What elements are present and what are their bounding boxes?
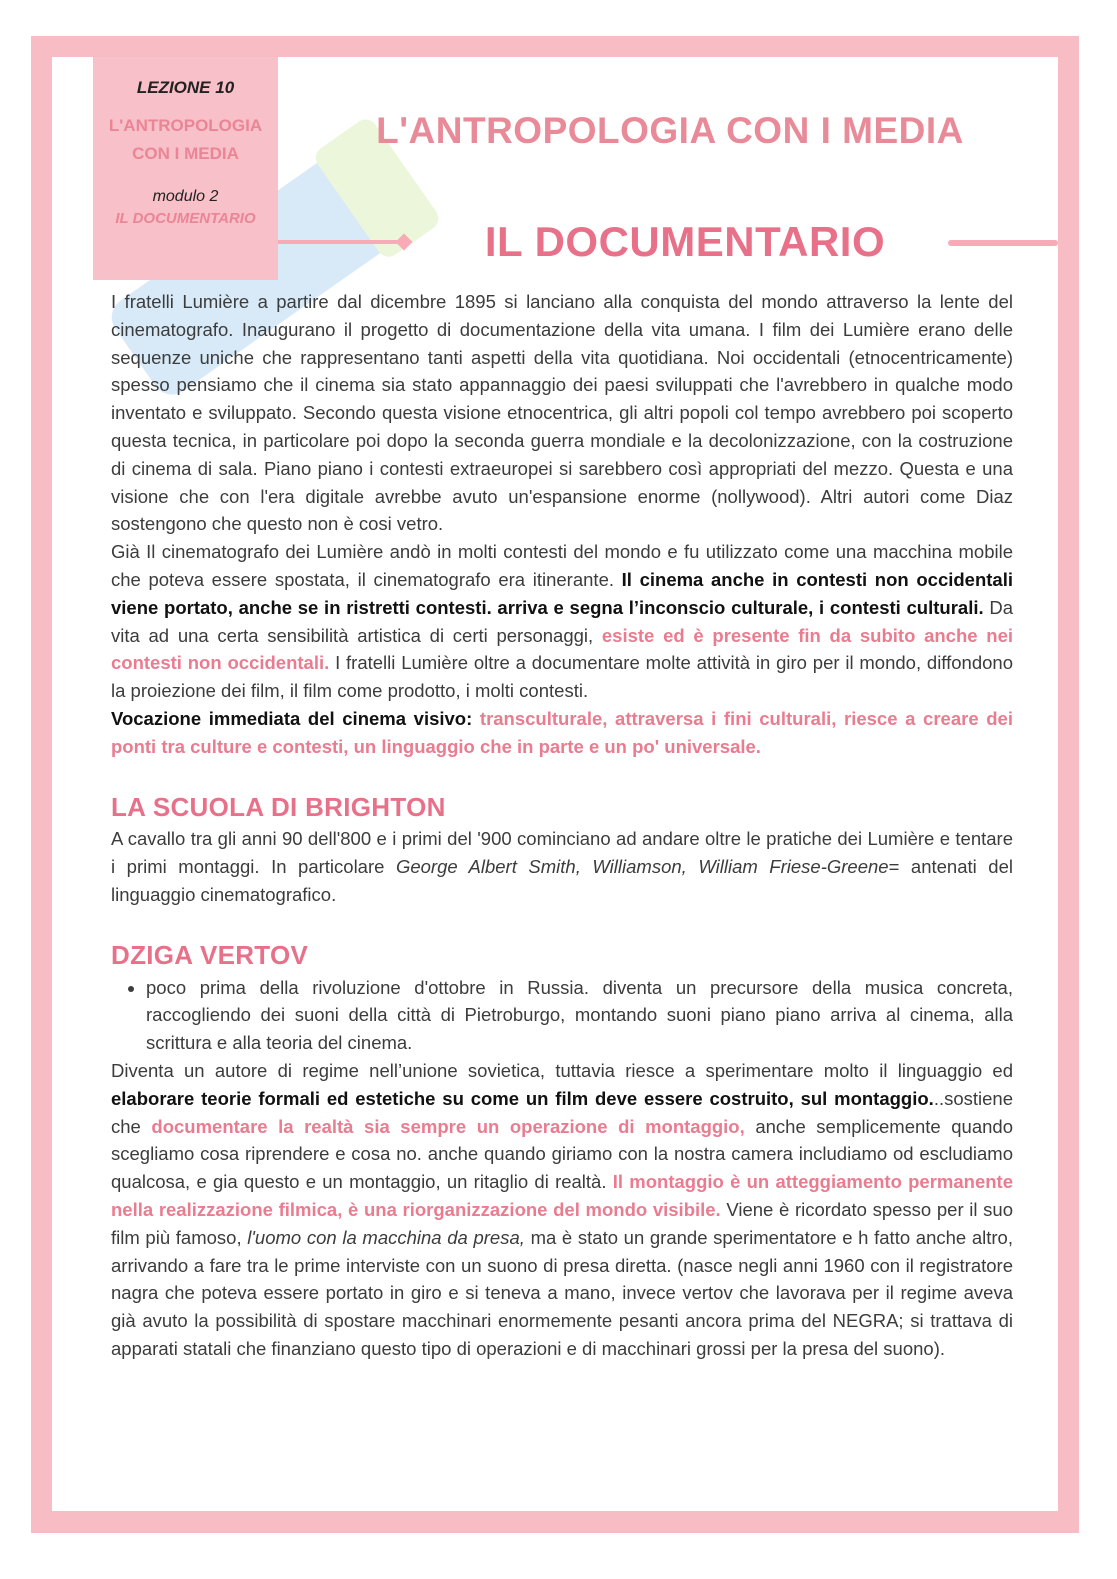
- list-item: • poco prima della rivoluzione d'ottobre in Russia. diventa un precursore della musica concreta, raccogliendo dei suoni della città di Pietroburgo, montando suoni piano piano arriva al cinema, alla scrittura e alla teoria del cinema.: [146, 974, 1013, 1057]
- module-title: IL DOCUMENTARIO: [115, 210, 256, 227]
- intro-p2-text-c: Da vita ad una certa sensibilità artistica di certi personaggi,: [111, 596, 1013, 646]
- vertov-text-i: ma è stato un grande sperimentatore e h fatto anche altro, arrivando a fare tra le prime interviste con un suono di presa diretta. (nasce negli anni 1960 con il registratore nagra che poteva essere portato in giro e si teneva a mano, invece vertov che lavorava per il regime aveva già avuto la possibilità di spostare macchinari enormemente pesanti ancora prima del NEGRA; si trattava di apparati statali che finanziano questo tipo di operazioni e di macchinari grossi per la presa del suono).: [111, 1226, 1013, 1359]
- vertov-bold: elaborare teorie formali ed estetiche su come un film deve essere costruito, sul montaggio.: [111, 1087, 934, 1109]
- vertov-text-c: ..sostiene che: [111, 1087, 1013, 1137]
- lesson-topic-line2: CON I MEDIA: [132, 144, 239, 163]
- lesson-box: [93, 57, 278, 280]
- title-rule-right: [948, 240, 1058, 246]
- intro-paragraph-2: [111, 538, 1013, 705]
- intro-p2-text-a: Già Il cinematografo dei Lumière andò in molti contesti del mondo e fu utilizzato come una macchina mobile che poteva essere spostata, il cinematografo era itinerante.: [111, 541, 1013, 590]
- intro-p2-text-e: I fratelli Lumière oltre a documentare molte attività in giro per il mondo, diffondono la proiezione dei film, il film come prodotto, i molti contesti.: [111, 652, 1013, 702]
- document-body: [111, 288, 1013, 1363]
- brighton-text-b: = antenati del linguaggio cinematografico.: [111, 856, 1013, 905]
- section-heading-vertov: DZIGA VERTOV: [111, 939, 309, 970]
- intro-p3-bold: Vocazione immediata del cinema visivo:: [111, 707, 480, 729]
- vertov-highlight-2: Il montaggio è un atteggiamento permanente nella realizzazione filmica, è una riorganizzazione del mondo visibile.: [111, 1171, 1013, 1220]
- page-subtitle: IL DOCUMENTARIO: [484, 218, 886, 265]
- intro-p2-highlight: esiste ed è presente fin da subito anche nei contesti non occidentali.: [111, 624, 1014, 674]
- brighton-text-a: A cavallo tra gli anni 90 dell'800 e i primi del '900 cominciano ad andare oltre le pratiche dei Lumière e tentare i primi montaggi. In particolare: [111, 828, 1013, 878]
- vertov-film-title: l'uomo con la macchina da presa,: [247, 1226, 525, 1248]
- brighton-names: George Albert Smith, Williamson, William Friese-Greene: [395, 856, 889, 878]
- vertov-highlight-1: documentare la realtà sia sempre un operazione di montaggio,: [151, 1115, 745, 1137]
- vertov-text-g: Viene è ricordato spesso per il suo film più famoso,: [111, 1198, 1013, 1248]
- vertov-text-a: Diventa un autore di regime nell’unione sovietica, tuttavia riesce a sperimentare molto il linguaggio ed: [111, 1059, 1013, 1081]
- vertov-paragraph: [111, 1057, 1013, 1363]
- intro-p2-bold: Il cinema anche in contesti non occidentali viene portato, anche se in ristretti contesti. arriva e segna l’inconscio culturale, i contesti culturali.: [111, 568, 1013, 618]
- section-heading-brighton: LA SCUOLA DI BRIGHTON: [111, 791, 446, 822]
- intro-paragraph-1: I fratelli Lumière a partire dal dicembre 1895 si lanciano alla conquista del mondo attraverso la lente del cinematografo. Inaugurano il progetto di documentazione della vita umana. I film dei Lumière erano delle sequenze uniche che rappresentano tanti aspetti della vita quotidiana. Noi occidentali (etnocentricamente) spesso pensiamo che il cinema sia stato appannaggio dei paesi sviluppati che l'avrebbero in qualche modo inventato e sviluppato. Secondo questa visione etnocentrica, gli altri popoli col tempo avrebbero poi scoperto questa tecnica, in particolare poi dopo la seconda guerra mondiale e la decolonizzazione, con la costruzione di cinema di sala. Piano piano i contesti extraeuropei si sarebbero così appropriati del mezzo. Questa e una visione che con l'era digitale avrebbe avuto un'espansione enorme (nollywood). Altri autori come Diaz sostengono che questo non è cosi vetro.: [111, 291, 1013, 535]
- lesson-number: LEZIONE 10: [136, 78, 235, 97]
- vertov-text-e: anche semplicemente quando scegliamo cosa riprendere e cosa no. anche quando giriamo con la nostra camera includiamo od escludiamo qualcosa, e gia questo e un montaggio, un ritaglio di realtà.: [111, 1115, 1013, 1193]
- intro-paragraph-3: [111, 705, 1013, 761]
- brighton-paragraph: [111, 825, 1013, 908]
- vertov-list: [111, 974, 1013, 1057]
- intro-p3-highlight: transculturale, attraversa i fini culturali, riesce a creare dei ponti tra culture e contesti, un linguaggio che in parte e un po' universale.: [111, 707, 1013, 757]
- lesson-topic-line1: L'ANTROPOLOGIA: [108, 116, 263, 135]
- module-number: modulo 2: [152, 188, 219, 205]
- page-title: L'ANTROPOLOGIA CON I MEDIA: [376, 110, 964, 151]
- lesson-topic: [93, 112, 278, 168]
